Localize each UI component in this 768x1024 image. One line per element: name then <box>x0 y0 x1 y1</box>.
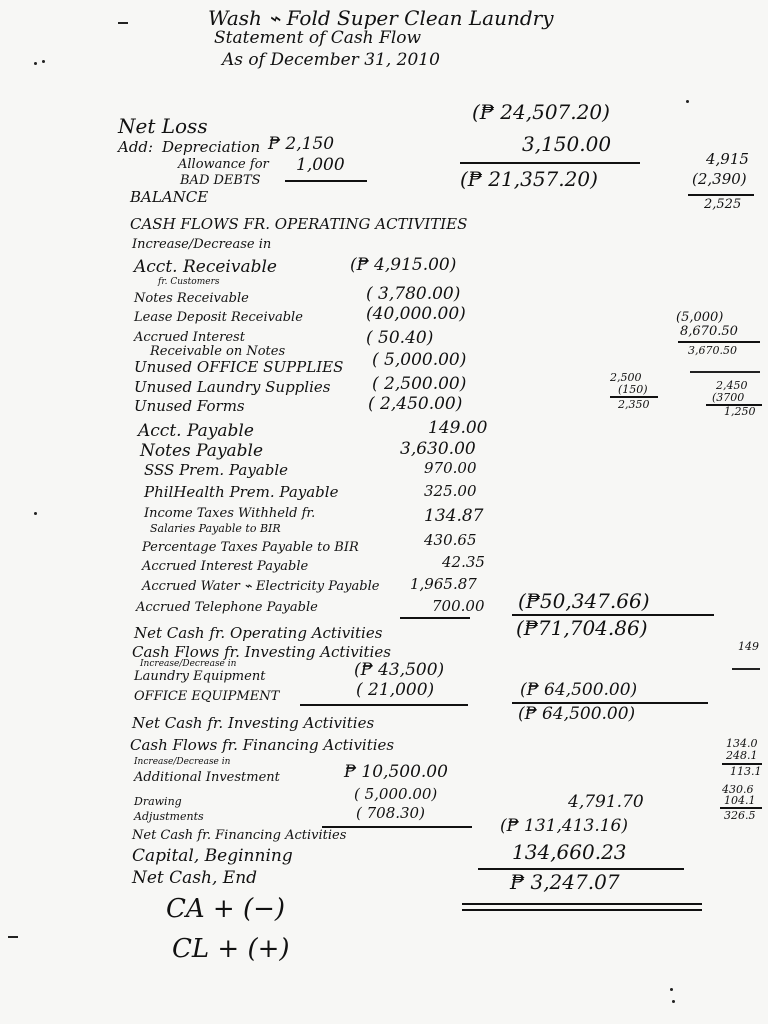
operating-net-label: Net Cash fr. Operating Activities <box>134 624 383 642</box>
op-label: Unused Laundry Supplies <box>134 378 331 396</box>
margin-calc: 2,350 <box>618 398 650 411</box>
op-value: ( 2,500.00) <box>372 374 467 394</box>
double-rule-1 <box>462 903 702 905</box>
financing-net-label: Net Cash fr. Financing Activities <box>132 828 347 843</box>
bad-debts-label: BAD DEBTS <box>180 173 261 188</box>
investing-subtotal: (₱ 64,500.00) <box>520 680 638 700</box>
net-cash-end-label: Net Cash, End <box>132 868 258 888</box>
margin-calc: (150) <box>618 383 648 396</box>
operating-title: CASH FLOWS FR. OPERATING ACTIVITIES <box>130 215 468 233</box>
margin-calc: (5,000) <box>676 310 724 325</box>
net-loss-label: Net Loss <box>118 114 208 138</box>
op-value: 149.00 <box>428 418 488 438</box>
margin-calc: 2,525 <box>704 197 742 212</box>
margin-calc: 8,670.50 <box>680 324 738 339</box>
page-speck <box>42 60 45 63</box>
op-label: PhilHealth Prem. Payable <box>144 483 339 501</box>
investing-subtitle: Increase/Decrease in <box>140 659 237 669</box>
inv-label: OFFICE EQUIPMENT <box>134 689 280 704</box>
balance-rule <box>460 162 640 164</box>
op-label: Receivable on Notes <box>150 344 286 359</box>
investing-underline <box>300 704 468 706</box>
inv-value: ( 21,000) <box>356 680 435 700</box>
note-cl: CL + (+) <box>172 934 290 964</box>
op-label: Accrued Interest Payable <box>142 559 309 574</box>
fin-label: Drawing <box>134 795 182 808</box>
operating-subtitle: Increase/Decrease in <box>132 237 272 252</box>
op-value: 1,965.87 <box>410 575 477 593</box>
financing-net-value: (₱ 131,413.16) <box>500 816 629 836</box>
financing-title: Cash Flows fr. Financing Activities <box>130 736 395 754</box>
op-label: Unused Forms <box>134 397 245 415</box>
op-value: ( 50.40) <box>366 328 434 348</box>
op-value: 325.00 <box>424 482 477 500</box>
op-label: SSS Prem. Payable <box>144 461 289 479</box>
op-value: 42.35 <box>442 553 485 571</box>
op-value: ( 2,450.00) <box>368 394 463 414</box>
inv-label: Laundry Equipment <box>134 669 266 684</box>
margin-calc: 1,250 <box>724 405 756 418</box>
fin-label: Additional Investment <box>134 770 280 785</box>
financing-subtotal: 4,791.70 <box>568 792 644 812</box>
op-value: (₱ 4,915.00) <box>350 255 457 275</box>
op-value: 3,630.00 <box>400 439 476 459</box>
margin-rule <box>688 194 754 196</box>
add-total: 3,150.00 <box>522 132 612 156</box>
op-value: 430.65 <box>424 531 477 549</box>
margin-calc: 113.1 <box>730 765 762 778</box>
fin-value: ₱ 10,500.00 <box>344 762 448 782</box>
add-label: Add: <box>118 138 154 156</box>
net-loss-value: (₱ 24,507.20) <box>472 100 610 124</box>
add-underline <box>285 180 367 182</box>
margin-calc: 4,915 <box>706 150 749 168</box>
investing-net-label: Net Cash fr. Investing Activities <box>132 714 375 732</box>
op-label: Unused OFFICE SUPPLIES <box>134 358 344 376</box>
op-value: (40,000.00) <box>366 304 466 324</box>
allowance-label: Allowance for <box>178 157 269 172</box>
op-value: ( 5,000.00) <box>372 350 467 370</box>
fin-value: ( 708.30) <box>356 804 425 822</box>
op-label: Accrued Telephone Payable <box>136 600 318 615</box>
margin-calc: 2,450 <box>716 379 748 392</box>
page-mark <box>8 936 18 938</box>
op-label: Income Taxes Withheld fr. <box>144 506 316 521</box>
margin-calc: (2,390) <box>692 170 747 188</box>
company-name: Wash ⌁ Fold Super Clean Laundry <box>208 6 554 30</box>
fin-label: Adjustments <box>134 810 204 823</box>
financing-subtitle: Increase/Decrease in <box>134 757 231 767</box>
page-mark <box>118 22 128 24</box>
balance-label: BALANCE <box>130 188 209 206</box>
op-value: 700.00 <box>432 597 485 615</box>
op-value: 970.00 <box>424 459 477 477</box>
balance-value: (₱ 21,357.20) <box>460 167 598 191</box>
investing-title: Cash Flows fr. Investing Activities <box>132 643 391 661</box>
margin-calc: 248.1 <box>726 749 758 762</box>
page-speck <box>672 1000 675 1003</box>
page-speck <box>34 62 37 65</box>
op-label: fr. Customers <box>158 277 220 287</box>
margin-calc: (3700 <box>712 391 745 404</box>
double-rule-2 <box>462 909 702 911</box>
op-value: ( 3,780.00) <box>366 284 461 304</box>
page-speck <box>34 512 37 515</box>
op-label: Notes Payable <box>140 441 264 461</box>
op-label: Notes Receivable <box>134 291 249 306</box>
op-label: Acct. Receivable <box>134 257 277 277</box>
op-label: Accrued Interest <box>134 330 245 345</box>
margin-calc: 326.5 <box>724 809 756 822</box>
allowance-value: 1,000 <box>296 155 345 175</box>
operating-subtotal: (₱50,347.66) <box>518 589 650 613</box>
fin-value: ( 5,000.00) <box>354 785 438 803</box>
statement-title: Statement of Cash Flow <box>214 28 422 48</box>
margin-calc: 104.1 <box>724 794 756 807</box>
op-value: 134.87 <box>424 506 484 526</box>
margin-rule <box>678 341 760 343</box>
margin-calc: 149 <box>738 640 759 653</box>
op-label: Acct. Payable <box>138 421 254 441</box>
statement-date: As of December 31, 2010 <box>222 50 440 70</box>
op-label: Lease Deposit Receivable <box>134 310 303 325</box>
net-cash-end-value: ₱ 3,247.07 <box>510 870 620 894</box>
op-label: Salaries Payable to BIR <box>150 522 281 535</box>
margin-calc: 2,500 <box>610 371 642 384</box>
arrow-line <box>690 371 760 373</box>
investing-net-value: (₱ 64,500.00) <box>518 704 636 724</box>
inv-value: (₱ 43,500) <box>354 660 445 680</box>
page-speck <box>686 100 689 103</box>
page-speck <box>670 988 673 991</box>
margin-calc: 430.6 <box>722 783 754 796</box>
depreciation-value: ₱ 2,150 <box>268 134 335 154</box>
capital-label: Capital, Beginning <box>132 846 293 866</box>
operating-net-value: (₱71,704.86) <box>516 616 648 640</box>
note-ca: CA + (−) <box>166 894 286 924</box>
depreciation-label: Depreciation <box>162 138 261 156</box>
margin-dash <box>732 668 760 670</box>
margin-calc: 3,670.50 <box>688 344 737 357</box>
margin-calc: 134.0 <box>726 737 758 750</box>
capital-value: 134,660.23 <box>512 840 627 864</box>
op-label: Accrued Water ⌁ Electricity Payable <box>142 579 380 594</box>
operating-underline <box>400 617 470 619</box>
op-label: Percentage Taxes Payable to BIR <box>142 540 359 555</box>
